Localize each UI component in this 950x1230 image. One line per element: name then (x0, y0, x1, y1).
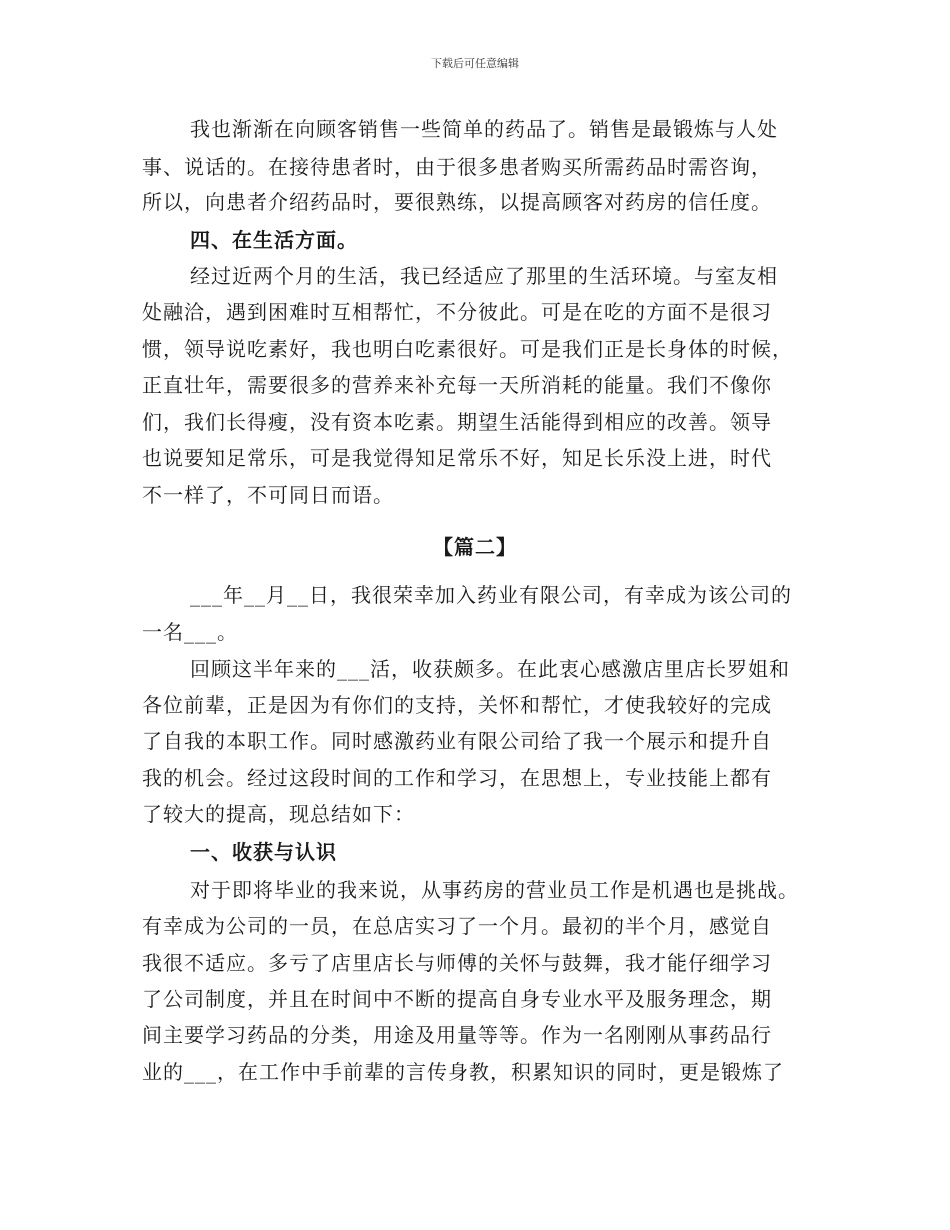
paragraph-line: 我的机会。经过这段时间的工作和学习，在思想上，专业技能上都有 (142, 766, 772, 790)
paragraph-line: ___年__月__日，我很荣幸加入药业有限公司，有幸成为该公司的 (190, 583, 792, 607)
paragraph-line: 业的___，在工作中手前辈的言传身教，积累知识的同时，更是锻炼了 (142, 1060, 784, 1084)
paragraph-line: 了自我的本职工作。同时感激药业有限公司给了我一个展示和提升自 (142, 729, 772, 753)
paragraph-line: 不一样了，不可同日而语。 (142, 483, 394, 507)
paragraph-line: 回顾这半年来的___活，收获颇多。在此衷心感激店里店长罗姐和 (190, 657, 790, 681)
page-header: 下载后可任意编辑 (431, 57, 519, 70)
paragraph-line: 事、说话的。在接待患者时，由于很多患者购买所需药品时需咨询， (142, 155, 772, 179)
paragraph-line: 间主要学习药品的分类，用途及用量等等。作为一名刚刚从事药品行 (142, 1023, 772, 1047)
paragraph-line: 有幸成为公司的一员，在总店实习了一个月。最初的半个月，感觉自 (142, 914, 772, 938)
paragraph-line: 了较大的提高，现总结如下： (142, 802, 415, 826)
paragraph-line: 对于即将毕业的我来说，从事药房的营业员工作是机遇也是挑战。 (190, 878, 799, 902)
chapter-title: 【篇二】 (433, 535, 517, 559)
paragraph-line: 惯，领导说吃素好，我也明白吃素很好。可是我们正是长身体的时候， (142, 337, 793, 361)
paragraph-line: 经过近两个月的生活，我已经适应了那里的生活环境。与室友相 (190, 264, 778, 288)
paragraph-line: 各位前辈，正是因为有你们的支持，关怀和帮忙，才使我较好的完成 (142, 693, 772, 717)
paragraph-line: 处融洽，遇到困难时互相帮忙，不分彼此。可是在吃的方面不是很习 (142, 300, 772, 324)
section-heading: 一、收获与认识 (190, 840, 337, 864)
paragraph-line: 一名___。 (142, 620, 238, 644)
paragraph-line: 正直壮年，需要很多的营养来补充每一天所消耗的能量。我们不像你 (142, 373, 772, 397)
paragraph-line: 也说要知足常乐，可是我觉得知足常乐不好，知足长乐没上进，时代 (142, 446, 772, 470)
paragraph-line: 所以，向患者介绍药品时，要很熟练，以提高顾客对药房的信任度。 (142, 190, 772, 214)
paragraph-line: 们，我们长得瘦，没有资本吃素。期望生活能得到相应的改善。领导 (142, 410, 772, 434)
paragraph-line: 我也渐渐在向顾客销售一些简单的药品了。销售是最锻炼与人处 (190, 117, 778, 141)
paragraph-line: 我很不适应。多亏了店里店长与师傅的关怀与鼓舞，我才能仔细学习 (142, 951, 772, 975)
section-heading: 四、在生活方面。 (190, 228, 358, 252)
paragraph-line: 了公司制度，并且在时间中不断的提高自身专业水平及服务理念，期 (142, 987, 772, 1011)
